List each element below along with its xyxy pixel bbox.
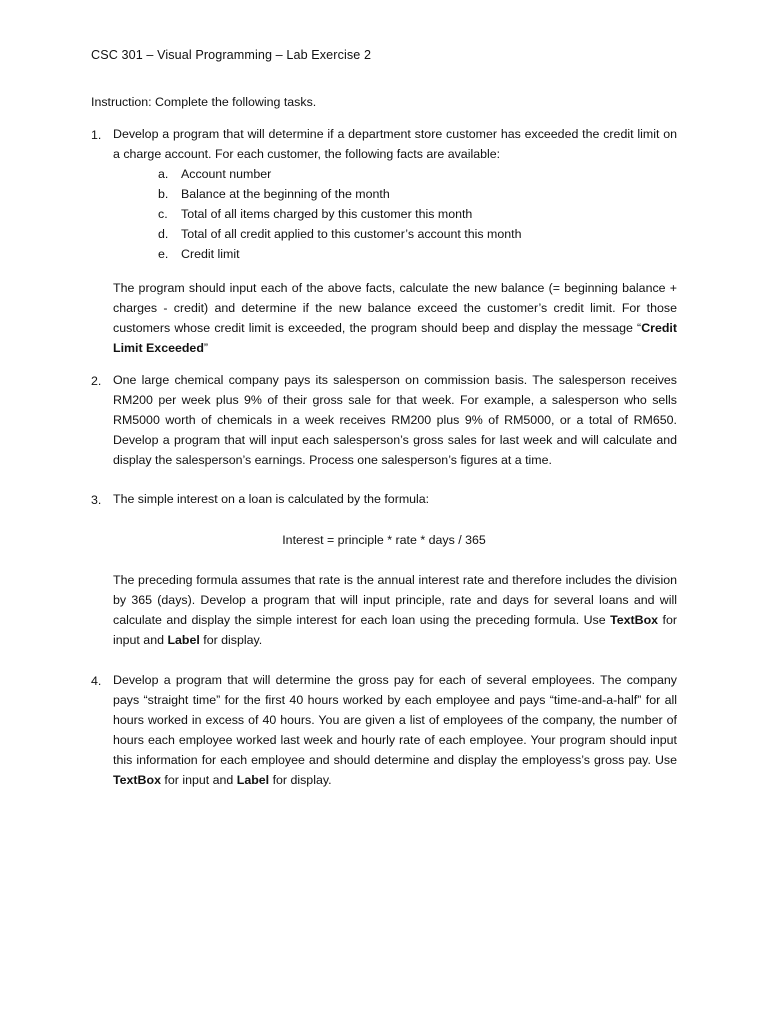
task-3-intro: The simple interest on a loan is calculated by the formula: <box>113 492 430 506</box>
task-1-body <box>113 278 677 358</box>
task-1-intro: Develop a program that will determine if a department store customer has exceeded the credit limit on a charge account. For each customer, the following facts are available: <box>113 127 677 161</box>
instruction-line: Instruction: Complete the following tasks. <box>91 95 317 109</box>
task-2-number: 2. <box>91 374 102 388</box>
document-title: CSC 301 – Visual Programming – Lab Exercise 2 <box>91 48 372 62</box>
item-letter: a. <box>158 167 169 181</box>
label-keyword: Label <box>236 773 270 787</box>
task-2-body: One large chemical company pays its salesperson on commission basis. The salesperson receives RM200 per week plus 9% of their gross sale for that week. For example, a salesperson who sells RM5000 worth of chemicals in a week receives RM200 plus 9% of RM5000, or a total of RM650. Develop a program that will input each salesperson’s gross sales for last week and will calculate and display the salesperson’s earnings. Process one salesperson’s figures at a time. <box>113 373 677 467</box>
task-4-body-text: Develop a program that will determine the gross pay for each of several employees. The company pays “straight time” for the first 40 hours worked by each employee and pays “time-and-a-half” for all hours worked in excess of 40 hours. You are given a list of employees of the company, the number of hours each employee worked last week and hourly rate of each employee. Your program should input this information for each employee and should determine and display the employess’s gross pay. Use <box>113 673 677 767</box>
item-letter: e. <box>158 247 169 261</box>
task-4-body-end: for display. <box>269 773 332 787</box>
credit-limit-message: Credit Limit Exceeded <box>113 321 677 355</box>
item-text: Total of all items charged by this customer this month <box>181 207 473 221</box>
task-1-number: 1. <box>91 128 102 142</box>
item-text: Balance at the beginning of the month <box>181 187 390 201</box>
label-keyword: Label <box>167 633 200 647</box>
item-text: Credit limit <box>181 247 240 261</box>
task-4-body <box>113 670 677 790</box>
interest-formula: Interest = principle * rate * days / 365 <box>282 533 486 547</box>
item-letter: c. <box>158 207 168 221</box>
item-text: Total of all credit applied to this customer’s account this month <box>181 227 522 241</box>
task-4-number: 4. <box>91 674 102 688</box>
item-text: Account number <box>181 167 272 181</box>
textbox-keyword: TextBox <box>610 613 659 627</box>
task-3-body-end: for display. <box>199 633 263 647</box>
task-3-body-mid: for input and <box>113 613 678 647</box>
item-letter: d. <box>158 227 169 241</box>
task-3-number: 3. <box>91 493 102 507</box>
task-1-body-end: ” <box>203 341 209 355</box>
textbox-keyword: TextBox <box>113 773 161 787</box>
task-3-body-text: The preceding formula assumes that rate is the annual interest rate and therefore includes the division by 365 (days). Develop a program that will input principle, rate and days for several loans and will calculate and display the simple interest for each loan using the preceding formula. Use <box>113 573 677 627</box>
task-1-body-text: The program should input each of the above facts, calculate the new balance (= beginning balance + charges - credit) and determine if the new balance exceed the customer’s credit limit. For those customers whose credit limit is exceeded, the program should beep and display the message “ <box>113 281 677 335</box>
item-letter: b. <box>158 187 169 201</box>
task-4-body-mid: for input and <box>160 773 237 787</box>
task-3-body <box>113 570 677 650</box>
